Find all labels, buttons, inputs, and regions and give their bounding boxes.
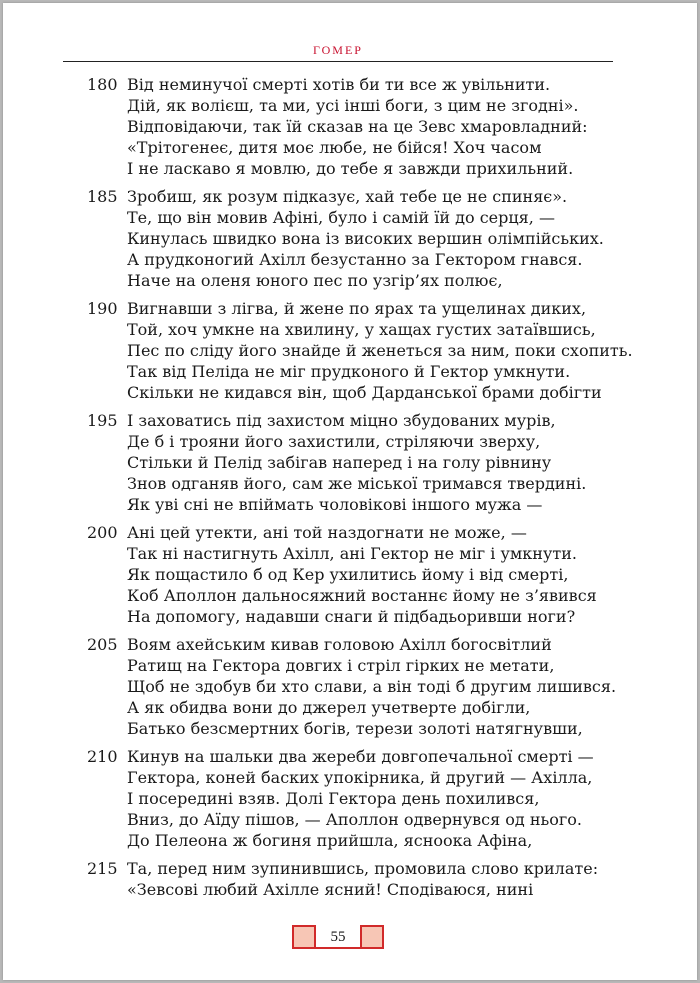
verse-line xyxy=(87,116,627,137)
line-number: 205 xyxy=(87,635,118,654)
verse-text: Так від Пеліда не міг прудконого й Гектор умкнути. xyxy=(127,362,571,381)
verse-text: Як уві сні не впіймать чоловікові іншого мужа — xyxy=(127,495,543,514)
verse-text: Щоб не здобув би хто слави, а він тоді б другим лишився. xyxy=(127,677,617,696)
verse-text: «Зевсові любий Ахілле ясний! Сподіваюся, нині xyxy=(127,880,534,899)
page-footer xyxy=(292,925,384,949)
verse-line xyxy=(87,319,627,340)
line-number: 185 xyxy=(87,187,118,206)
verse-text: Знов одганяв його, сам же міської тримався твердині. xyxy=(127,474,587,493)
verse-line xyxy=(87,543,627,564)
verse-text: Відповідаючи, так їй сказав на це Зевс хмаровладний: xyxy=(127,117,588,136)
verse-text: Дій, як волієш, та ми, усі інші боги, з цим не згодні». xyxy=(127,96,579,115)
stanza xyxy=(87,186,627,291)
line-number: 195 xyxy=(87,411,118,430)
verse-text: Зробиш, як розум підказує, хай тебе це не спиняє». xyxy=(127,187,568,206)
verse-line xyxy=(87,207,627,228)
verse-line xyxy=(87,830,627,851)
header-rule xyxy=(63,61,613,62)
verse-line xyxy=(87,585,627,606)
verse-line xyxy=(87,676,627,697)
verse-text: Скільки не кидався він, щоб Дарданської брами добігти xyxy=(127,383,602,402)
verse-line xyxy=(87,858,627,879)
line-number: 200 xyxy=(87,523,118,542)
verse-line xyxy=(87,382,627,403)
verse-line xyxy=(87,137,627,158)
verse-line xyxy=(87,452,627,473)
line-number: 210 xyxy=(87,747,118,766)
page xyxy=(3,3,697,980)
verse-text: Той, хоч умкне на хвилину, у хащах густих затаївшись, xyxy=(127,320,596,339)
verse-text: Воям ахейським кивав головою Ахілл богосвітлий xyxy=(127,635,552,654)
footer-right-square xyxy=(360,925,384,949)
verse-line xyxy=(87,606,627,627)
line-number: 190 xyxy=(87,299,118,318)
line-number: 180 xyxy=(87,75,118,94)
verse-line xyxy=(87,298,627,319)
verse-text: Батько безсмертних богів, терези золоті натягнувши, xyxy=(127,719,583,738)
verse-line xyxy=(87,95,627,116)
verse-line xyxy=(87,809,627,830)
verse-line xyxy=(87,186,627,207)
verse-text: І не ласкаво я мовлю, до тебе я завжди прихильний. xyxy=(127,159,574,178)
verse-line xyxy=(87,228,627,249)
verse-line xyxy=(87,879,627,900)
verse-text: Від неминучої смерті хотів би ти все ж увільнити. xyxy=(127,75,551,94)
stanza xyxy=(87,298,633,403)
page-number: 55 xyxy=(330,929,346,945)
verse-text: «Трітогенеє, дитя моє любе, не бійся! Хоч часом xyxy=(127,138,542,157)
verse-text: Вигнавши з лігва, й жене по ярах та ущелинах диких, xyxy=(127,299,587,318)
stanza xyxy=(87,410,627,515)
verse-line xyxy=(87,718,627,739)
verse-text: Кинув на шальки два жереби довгопечальної смерті — xyxy=(127,747,594,766)
verse-line xyxy=(87,473,627,494)
verse-line xyxy=(87,767,627,788)
verse-line xyxy=(87,746,627,767)
verse-text: Гектора, коней баских упокірника, й другий — Ахілла, xyxy=(127,768,593,787)
verse-line xyxy=(87,361,627,382)
verse-line xyxy=(87,634,627,655)
verse-text: До Пелеона ж богиня прийшла, ясноока Афіна, xyxy=(127,831,533,850)
stanza xyxy=(87,634,627,739)
verse-line xyxy=(87,494,627,515)
verse-text: Як пощастило б од Кер ухилитись йому і від смерті, xyxy=(127,565,569,584)
verse-text: І заховатись під захистом міцно збудованих мурів, xyxy=(127,411,556,430)
verse-text: Та, перед ним зупинившись, промовила слово крилате: xyxy=(127,859,599,878)
verse-text: І посередині взяв. Долі Гектора день похилився, xyxy=(127,789,540,808)
stanza xyxy=(87,522,627,627)
verse-line xyxy=(87,74,627,95)
stanza xyxy=(87,74,627,179)
verse-text: Де б і трояни його захистили, стріляючи зверху, xyxy=(127,432,541,451)
verse-line xyxy=(87,564,627,585)
verse-text: Так ні настигнуть Ахілл, ані Гектор не міг і умкнути. xyxy=(127,544,577,563)
verse-line xyxy=(87,270,627,291)
verse-text: Кинулась швидко вона із високих вершин олімпійських. xyxy=(127,229,604,248)
verse-line xyxy=(87,697,627,718)
verse-text: Вниз, до Аїду пішов, — Аполлон одвернувся од нього. xyxy=(127,810,582,829)
stanza xyxy=(87,858,627,900)
verse-line xyxy=(87,410,627,431)
line-number: 215 xyxy=(87,859,118,878)
verse-text: Стільки й Пелід забігав наперед і на голу рівнину xyxy=(127,453,552,472)
verse-line xyxy=(87,522,627,543)
verse-text: На допомогу, надавши снаги й підбадьоривши ноги? xyxy=(127,607,576,626)
verse-text: Ані цей утекти, ані той наздогнати не може, — xyxy=(127,523,527,542)
verse-text: Коб Аполлон дальносяжний востаннє йому не з’явився xyxy=(127,586,597,605)
verse-line xyxy=(87,788,627,809)
verse-line xyxy=(87,249,627,270)
footer-underline xyxy=(314,947,362,949)
stanza xyxy=(87,746,627,851)
verse-text: Наче на оленя юного пес по узгір’ях полює, xyxy=(127,271,503,290)
verse-text: А прудконогий Ахілл безустанно за Гектором гнався. xyxy=(127,250,583,269)
verse-text: А як обидва вони до джерел учетверте добігли, xyxy=(127,698,531,717)
running-title: ГОМЕР xyxy=(313,43,363,57)
verse-line xyxy=(87,158,627,179)
verse-line xyxy=(87,655,627,676)
verse-text: Ратищ на Гектора довгих і стріл гірких не метати, xyxy=(127,656,555,675)
verse-line xyxy=(87,340,633,361)
verse-line xyxy=(87,431,627,452)
verse-text: Пес по сліду його знайде й женеться за ним, поки схопить. xyxy=(127,341,633,360)
verse-text: Те, що він мовив Афіні, було і самій їй до серця, — xyxy=(127,208,555,227)
footer-left-square xyxy=(292,925,316,949)
